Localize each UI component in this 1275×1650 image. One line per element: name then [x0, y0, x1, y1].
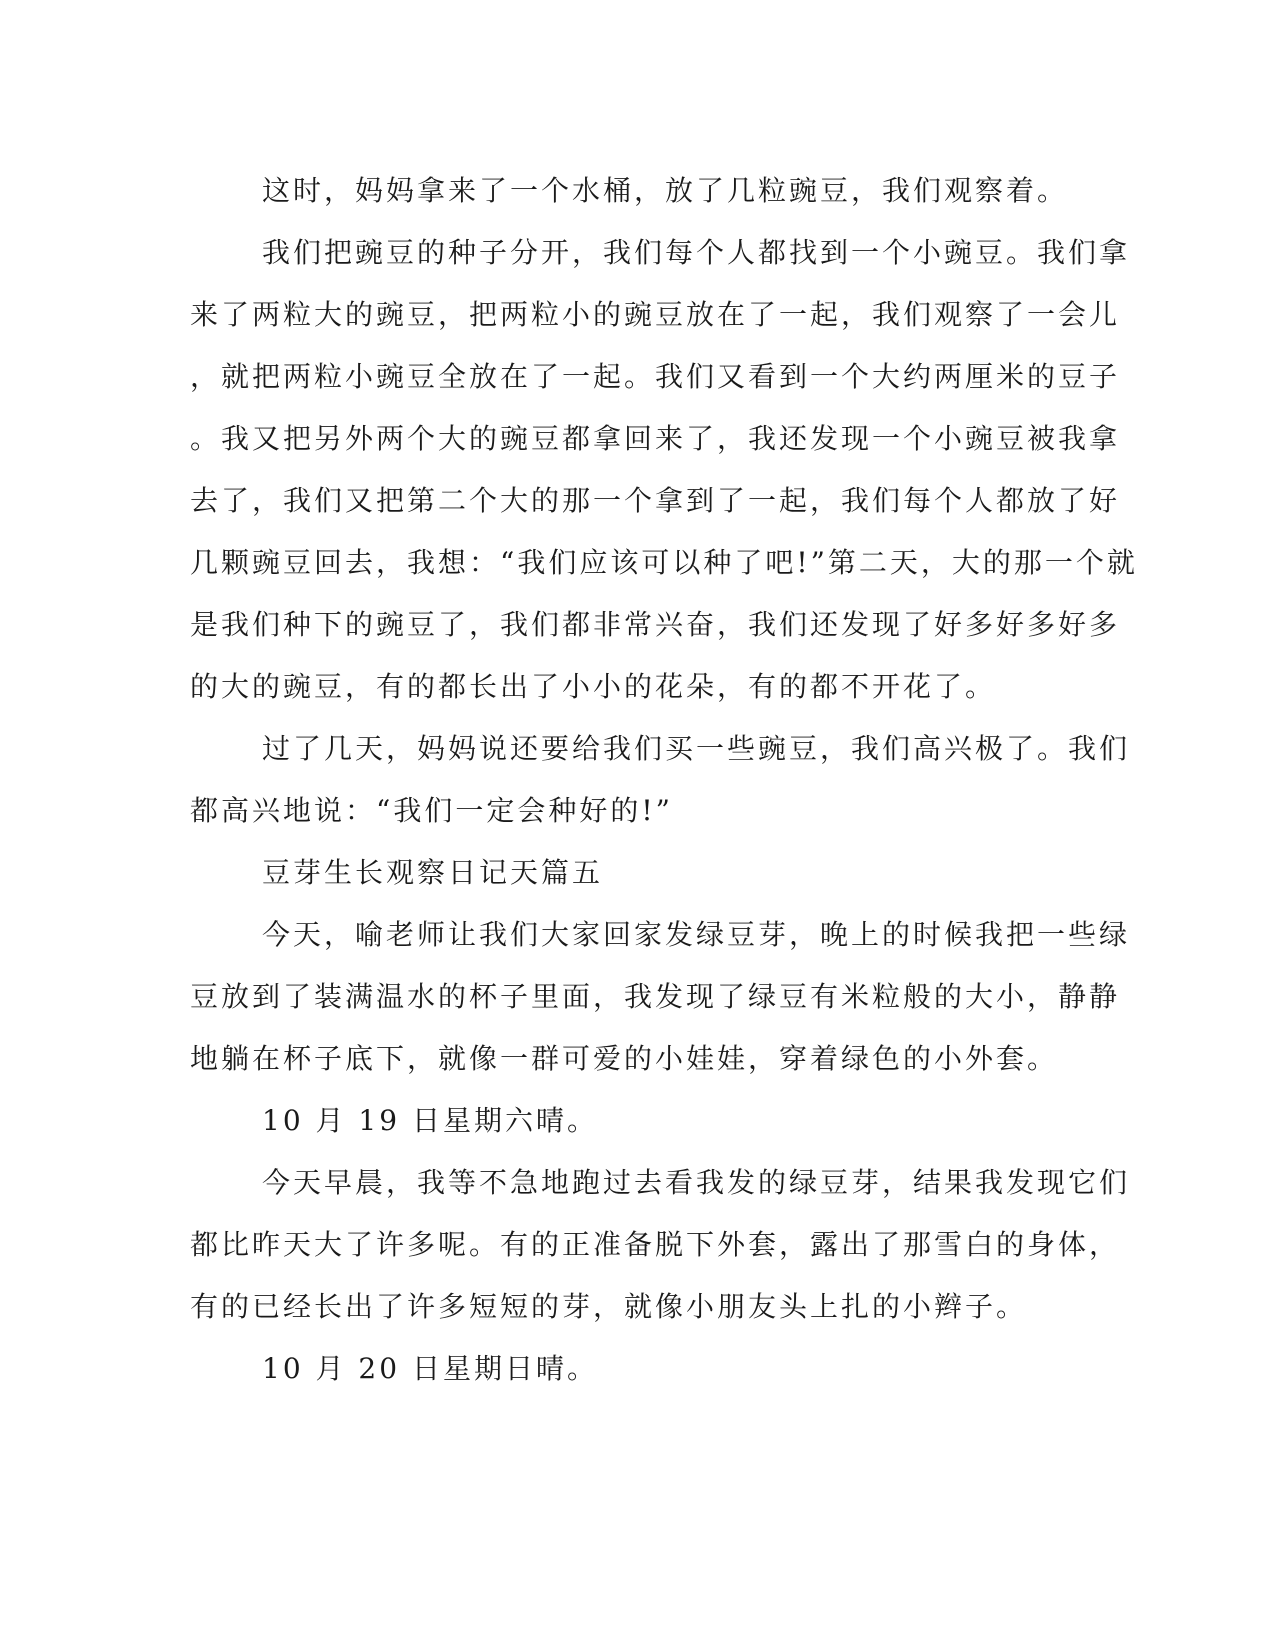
date-line: 10 月 19 日星期六晴。	[262, 1104, 598, 1137]
text-line: ，就把两粒小豌豆全放在了一起。我们又看到一个大约两厘米的豆子	[190, 360, 1121, 393]
text-line: 的大的豌豆，有的都长出了小小的花朵，有的都不开花了。	[190, 670, 997, 703]
text-line: 过了几天，妈妈说还要给我们买一些豌豆，我们高兴极了。我们	[262, 732, 1131, 765]
text-line: 今天早晨，我等不急地跑过去看我发的绿豆芽，结果我发现它们	[262, 1166, 1131, 1199]
text-line: 我们把豌豆的种子分开，我们每个人都找到一个小豌豆。我们拿	[262, 236, 1131, 269]
text-line: 是我们种下的豌豆了，我们都非常兴奋，我们还发现了好多好多好多	[190, 608, 1121, 641]
text-line: 。我又把另外两个大的豌豆都拿回来了，我还发现一个小豌豆被我拿	[190, 422, 1121, 455]
text-line: 几颗豌豆回去，我想：“我们应该可以种了吧!”第二天，大的那一个就	[190, 546, 1138, 579]
text-line: 这时，妈妈拿来了一个水桶，放了几粒豌豆，我们观察着。	[262, 174, 1069, 207]
text-line: 都比昨天大了许多呢。有的正准备脱下外套，露出了那雪白的身体，	[190, 1228, 1121, 1261]
text-line: 地躺在杯子底下，就像一群可爱的小娃娃，穿着绿色的小外套。	[190, 1042, 1059, 1075]
text-line: 豆放到了装满温水的杯子里面，我发现了绿豆有米粒般的大小，静静	[190, 980, 1121, 1013]
text-line: 今天，喻老师让我们大家回家发绿豆芽，晚上的时候我把一些绿	[262, 918, 1131, 951]
document-body	[190, 160, 1138, 1400]
text-line: 去了，我们又把第二个大的那一个拿到了一起，我们每个人都放了好	[190, 484, 1121, 517]
text-line: 有的已经长出了许多短短的芽，就像小朋友头上扎的小辫子。	[190, 1290, 1028, 1323]
section-heading: 豆芽生长观察日记天篇五	[262, 856, 604, 889]
date-line: 10 月 20 日星期日晴。	[262, 1352, 598, 1385]
text-line: 都高兴地说：“我们一定会种好的!”	[190, 794, 673, 827]
text-line: 来了两粒大的豌豆，把两粒小的豌豆放在了一起，我们观察了一会儿	[190, 298, 1121, 331]
